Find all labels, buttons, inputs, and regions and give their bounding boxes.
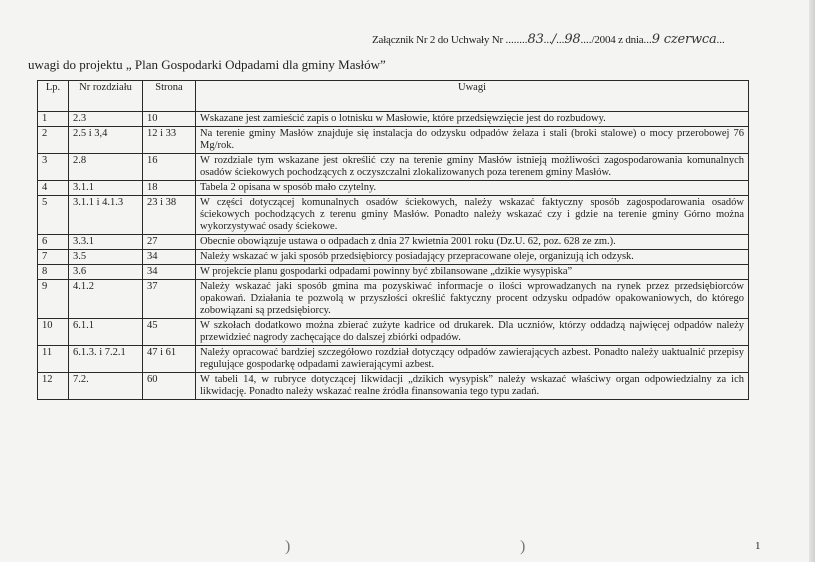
cell-remarks: Na terenie gminy Masłów znajduje się instalacja do odzysku odpadów żelaza i stali (broki stalowe) o mocy przerobowej 76 Mg/rok. — [196, 127, 749, 154]
table-row — [38, 265, 749, 280]
header-remarks: Uwagi — [196, 81, 749, 112]
header-page: Strona — [143, 81, 196, 112]
cell-page: 47 i 61 — [143, 346, 196, 373]
cell-page: 10 — [143, 112, 196, 127]
document-title: uwagi do projektu „ Plan Gospodarki Odpadami dla gminy Masłów” — [28, 57, 386, 72]
cell-page: 27 — [143, 235, 196, 250]
resolution-separator: / — [551, 32, 557, 47]
table-row — [38, 250, 749, 265]
attachment-prefix: Załącznik Nr 2 do Uchwały Nr — [372, 34, 503, 46]
resolution-number-2: 98 — [564, 32, 581, 47]
cell-remarks: Wskazane jest zamieścić zapis o lotnisku w Masłowie, które przedsięwzięcie jest do rozbudowy. — [196, 112, 749, 127]
cell-chapter: 2.5 i 3,4 — [69, 127, 143, 154]
cell-remarks: Tabela 2 opisana w sposób mało czytelny. — [196, 181, 749, 196]
cell-lp: 2 — [38, 127, 69, 154]
table-row — [38, 235, 749, 250]
table-row — [38, 280, 749, 319]
cell-lp: 6 — [38, 235, 69, 250]
attachment-header: Załącznik Nr 2 do Uchwały Nr ........83.../...98..../2004 z dnia...9 czerwca... — [372, 32, 725, 47]
cell-page: 16 — [143, 154, 196, 181]
table-row — [38, 346, 749, 373]
cell-lp: 12 — [38, 373, 69, 400]
resolution-year: /2004 z dnia — [591, 34, 644, 46]
cell-page: 18 — [143, 181, 196, 196]
cell-page: 60 — [143, 373, 196, 400]
scan-mark-left: ) — [285, 538, 291, 555]
page-number: 1 — [755, 540, 761, 552]
resolution-date: 9 czerwca — [651, 32, 717, 47]
cell-chapter: 2.3 — [69, 112, 143, 127]
table-header-row — [38, 81, 749, 112]
cell-lp: 5 — [38, 196, 69, 235]
scan-edge — [809, 0, 815, 562]
cell-chapter: 3.1.1 i 4.1.3 — [69, 196, 143, 235]
cell-page: 45 — [143, 319, 196, 346]
cell-remarks: Należy wskazać jaki sposób gmina ma pozyskiwać informacje o ilości wprowadzanych na rynek przez przedsiębiorców opakowań. Działania te pozwolą w przyszłości określić faktyczny procent odzysku odpadów opakowaniowych, do którego zobowiązani są przedsiębiorcy. — [196, 280, 749, 319]
table-row — [38, 127, 749, 154]
cell-remarks: W projekcie planu gospodarki odpadami powinny być zbilansowane „dzikie wysypiska” — [196, 265, 749, 280]
cell-remarks: W tabeli 14, w rubryce dotyczącej likwidacji „dzikich wysypisk” należy wskazać właściwy organ odpowiedzialny za ich likwidację. Ponadto należy wskazać realne źródła finansowania tego typu zadań. — [196, 373, 749, 400]
cell-chapter: 6.1.3. i 7.2.1 — [69, 346, 143, 373]
cell-chapter: 7.2. — [69, 373, 143, 400]
cell-page: 37 — [143, 280, 196, 319]
cell-lp: 10 — [38, 319, 69, 346]
cell-remarks: W rozdziale tym wskazane jest określić czy na terenie gminy Masłów istnieją możliwości zagospodarowania komunalnych osadów ściekowych pochodzących z oczyszczalni zlokalizowanych poza terenem gminy Masłów. — [196, 154, 749, 181]
header-chapter: Nr rozdziału — [69, 81, 143, 112]
header-lp: Lp. — [38, 81, 69, 112]
cell-chapter: 3.6 — [69, 265, 143, 280]
cell-page: 34 — [143, 250, 196, 265]
table-row — [38, 112, 749, 127]
cell-lp: 1 — [38, 112, 69, 127]
cell-remarks: Należy wskazać w jaki sposób przedsiębiorcy posiadający przepracowane oleje, organizują ich odzysk. — [196, 250, 749, 265]
table-row — [38, 373, 749, 400]
cell-lp: 3 — [38, 154, 69, 181]
cell-remarks: Należy opracować bardziej szczegółowo rozdział dotyczący odpadów zawierających azbest. Ponadto należy uaktualnić przepisy regulujące gospodarkę odpadami zawierającymi azbest. — [196, 346, 749, 373]
cell-lp: 8 — [38, 265, 69, 280]
table-row — [38, 196, 749, 235]
cell-chapter: 6.1.1 — [69, 319, 143, 346]
table-row — [38, 181, 749, 196]
cell-lp: 11 — [38, 346, 69, 373]
cell-chapter: 2.8 — [69, 154, 143, 181]
cell-remarks: W części dotyczącej komunalnych osadów ściekowych, należy wskazać faktyczny sposób zagospodarowania osadów ściekowych pochodzących z terenu gminy Masłów. Ponadto należy wskazać czy i gdzie na terenie gminy Górno można wykorzystywać osady ściekowe. — [196, 196, 749, 235]
cell-page: 34 — [143, 265, 196, 280]
scan-mark-right: ) — [520, 538, 526, 555]
table-row — [38, 154, 749, 181]
cell-chapter: 3.5 — [69, 250, 143, 265]
cell-chapter: 4.1.2 — [69, 280, 143, 319]
cell-chapter: 3.3.1 — [69, 235, 143, 250]
remarks-table — [37, 80, 749, 400]
cell-page: 23 i 38 — [143, 196, 196, 235]
cell-lp: 7 — [38, 250, 69, 265]
resolution-number-1: 83 — [527, 32, 544, 47]
cell-lp: 4 — [38, 181, 69, 196]
cell-page: 12 i 33 — [143, 127, 196, 154]
cell-remarks: W szkołach dodatkowo można zbierać zużyte kadrice od drukarek. Dla uczniów, którzy oddadzą najwięcej odpadów należy przewidzieć nagrody zachęcające do dalszej zbiórki odpadów. — [196, 319, 749, 346]
cell-chapter: 3.1.1 — [69, 181, 143, 196]
cell-lp: 9 — [38, 280, 69, 319]
table-row — [38, 319, 749, 346]
cell-remarks: Obecnie obowiązuje ustawa o odpadach z dnia 27 kwietnia 2001 roku (Dz.U. 62, poz. 628 ze zm.). — [196, 235, 749, 250]
